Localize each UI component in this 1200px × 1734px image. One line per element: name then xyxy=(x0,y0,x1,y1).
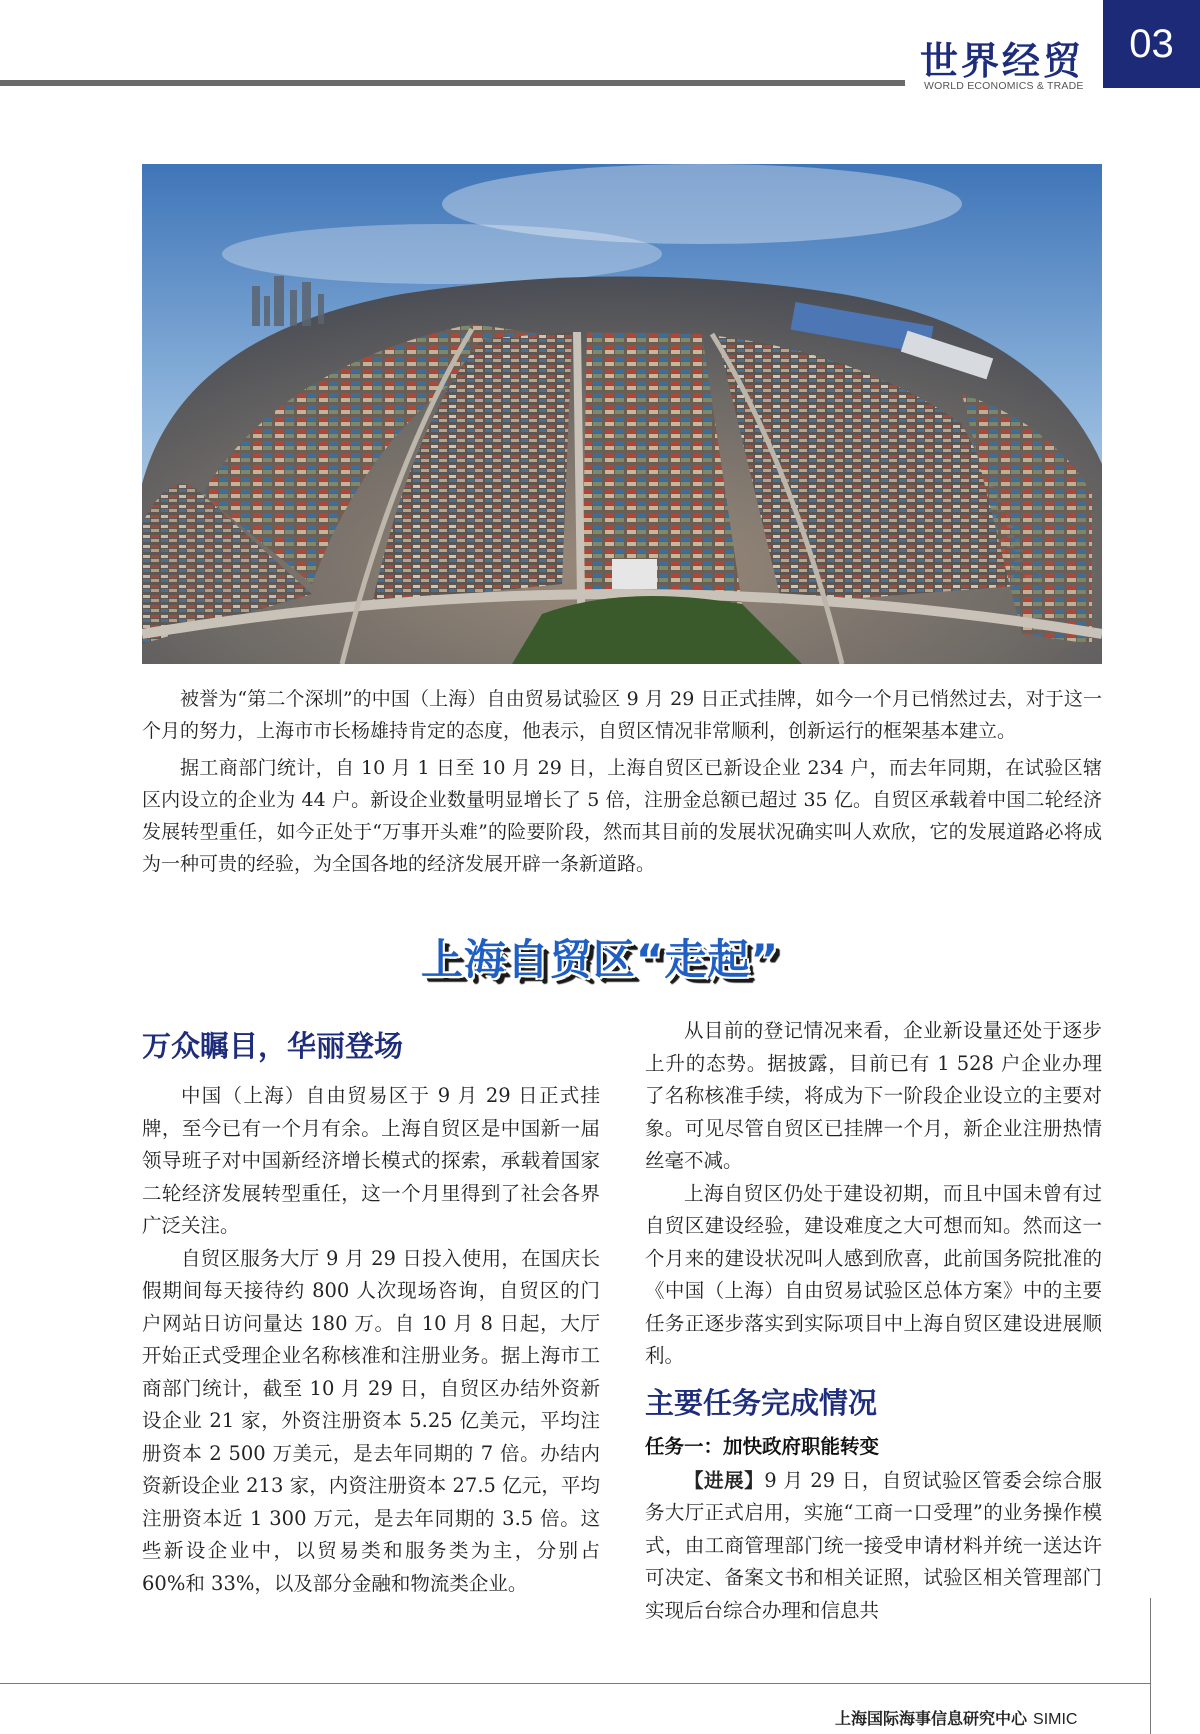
lead-paragraph-1: 被誉为“第二个深圳”的中国（上海）自由贸易试验区 9 月 29 日正式挂牌，如今一个月已悄然过去，对于这一个月的努力，上海市市长杨雄持肯定的态度，他表示，自贸区情况非常顺利，创新运行的框架基本建立。 xyxy=(142,688,1102,742)
footer-vertical-rule xyxy=(1150,1598,1151,1734)
progress-text: 9 月 29 日，自贸试验区管委会综合服务大厅正式启用，实施“工商一口受理”的业务操作模式，由工商管理部门统一接受申请材料并统一送达许可决定、备案文书和相关证照，试验区相关管理部门实现后台综合办理和信息共 xyxy=(645,1468,1102,1622)
left-paragraph-1: 中国（上海）自由贸易区于 9 月 29 日正式挂牌，至今已有一个月有余。上海自贸区是中国新一届领导班子对中国新经济增长模式的探索，承载着国家二轮经济发展转型重任，这一个月里得到了社会各界广泛关注。 xyxy=(142,1084,600,1237)
header-rule xyxy=(0,80,905,86)
left-section-heading: 万众瞩目，华丽登场 xyxy=(142,1029,404,1063)
footer-rule xyxy=(0,1683,1150,1684)
section-subtitle: WORLD ECONOMICS & TRADE xyxy=(924,80,1084,92)
lead-text xyxy=(142,683,1102,885)
right-paragraph-2: 上海自贸区仍处于建设初期，而且中国未曾有过自贸区建设经验，建设难度之大可想而知。然而这一个月来的建设状况叫人感到欣喜，此前国务院批准的《中国（上海）自由贸易试验区总体方案》中的主要任务正逐步落实到实际项目中上海自贸区建设进展顺利。 xyxy=(645,1181,1102,1367)
footer-publisher xyxy=(835,1706,1077,1729)
progress-tag: 【进展】 xyxy=(684,1468,765,1492)
left-column xyxy=(142,1080,600,1600)
right-column xyxy=(645,1015,1102,1627)
right-paragraph-3 xyxy=(645,1465,1102,1628)
left-paragraph-2: 自贸区服务大厅 9 月 29 日投入使用，在国庆长假期间每天接待约 800 人次现场咨询，自贸区的门户网站日访问量达 180 万。自 10 月 8 日起，大厅开始正式受理企业名称核准和注册业务。据上海市工商部门统计，截至 10 月 29 日，自贸区办结外资新设企业 21 家，外资注册资本 5.25 亿美元，平均注册资本 2 500 万美元，是去年同期的 7 倍。办结内资新设企业 213 家，内资注册资本 27.5 亿元，平均注册资本近 1 300 万元，是去年同期的 3.5 倍。这些新设企业中，以贸易类和服务类为主，分别占 60%和 33%，以及部分金融和物流类企业。 xyxy=(142,1246,600,1595)
photo-illustration xyxy=(142,164,1102,664)
lead-paragraph-2: 据工商部门统计，自 10 月 1 日至 10 月 29 日，上海自贸区已新设企业 234 户，而去年同期，在试验区辖区内设立的企业为 44 户。新设企业数量明显增长了 5 倍，注册金总额已超过 35 亿。自贸区承载着中国二轮经济发展转型重任，如今正处于“万事开头难”的险要阶段，然而其目前的发展状况确实叫人欢欣，它的发展道路必将成为一种可贵的经验，为全国各地的经济发展开辟一条新道路。 xyxy=(142,757,1102,875)
footer-org: 上海国际海事信息研究中心 xyxy=(835,1709,1028,1728)
section-title: 世界经贸 xyxy=(920,39,1085,83)
page-number-badge xyxy=(1103,0,1200,88)
right-section-heading: 主要任务完成情况 xyxy=(645,1385,878,1420)
container-port-aerial-photo xyxy=(142,164,1102,664)
footer-abbr: SIMIC xyxy=(1033,1711,1078,1728)
page-number: 03 xyxy=(1129,21,1174,66)
task-one-heading: 任务一：加快政府职能转变 xyxy=(645,1434,880,1458)
article-title: 上海自贸区“走起” xyxy=(420,935,780,984)
right-paragraph-1: 从目前的登记情况来看，企业新设量还处于逐步上升的态势。据披露，目前已有 1 528 户企业办理了名称核准手续，将成为下一阶段企业设立的主要对象。可见尽管自贸区已挂牌一个月，新企业注册热情丝毫不减。 xyxy=(645,1019,1102,1172)
